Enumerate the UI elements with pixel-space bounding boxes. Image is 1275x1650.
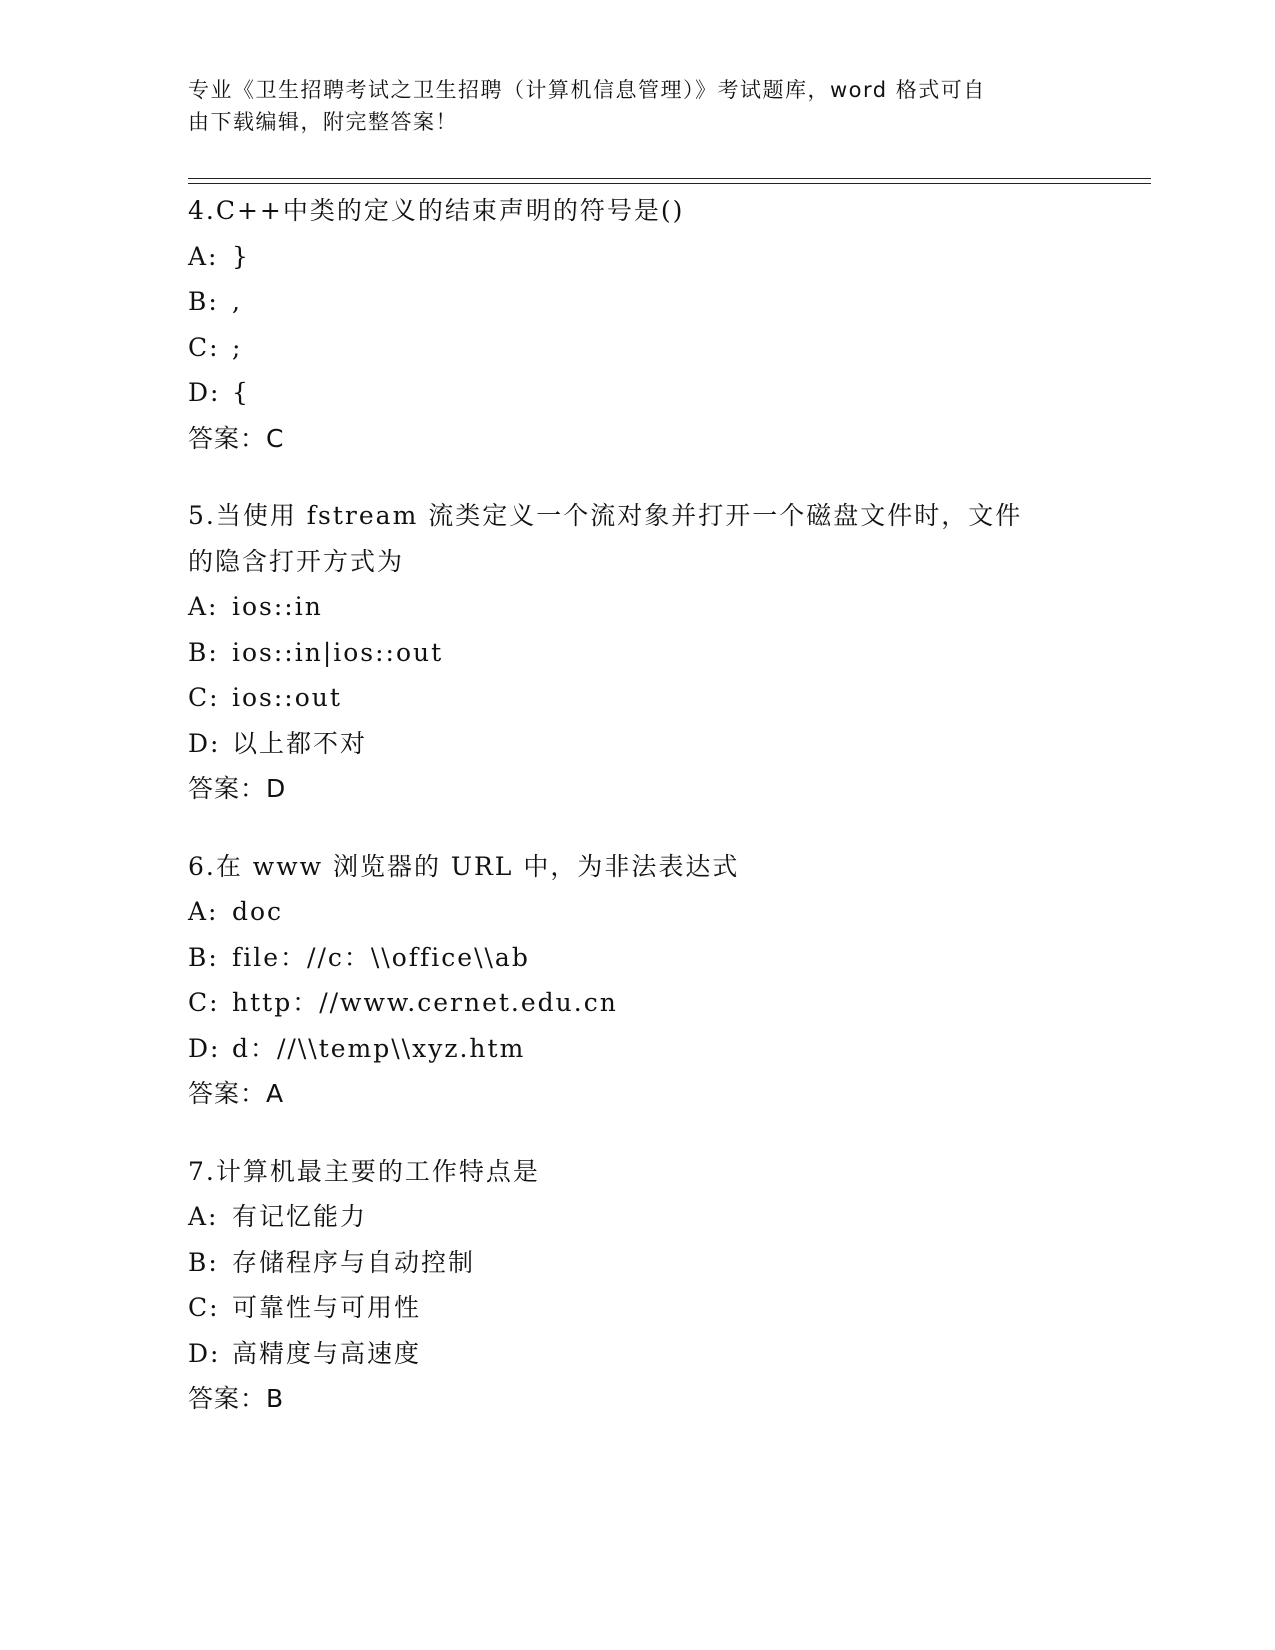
question-list — [188, 188, 1088, 1454]
option-key: C: — [188, 1293, 220, 1322]
option-c — [188, 980, 1088, 1026]
option-text: file：//c：\\office\\ab — [232, 942, 530, 972]
header-line-1: 专业《卫生招聘考试之卫生招聘（计算机信息管理）》考试题库，word 格式可自 — [188, 78, 986, 102]
question-stem: 4.C++中类的定义的结束声明的符号是() — [188, 196, 685, 225]
option-text: ios::in|ios::out — [232, 637, 444, 667]
option-b — [188, 279, 1088, 325]
option-key: A: — [188, 897, 219, 926]
option-text: 有记忆能力 — [232, 1202, 368, 1231]
option-a — [188, 1194, 1088, 1240]
document-header — [188, 74, 1068, 138]
question-stem: 7.计算机最主要的工作特点是 — [188, 1156, 540, 1186]
option-key: B: — [188, 287, 219, 316]
option-text: 可靠性与可用性 — [232, 1293, 422, 1322]
option-b — [188, 935, 1088, 981]
option-text: 存储程序与自动控制 — [232, 1247, 476, 1277]
question-5 — [188, 493, 1088, 812]
question-stem: 6.在 www 浏览器的 URL 中，为非法表达式 — [188, 851, 740, 881]
header-divider-bottom — [188, 183, 1151, 184]
option-d — [188, 370, 1088, 416]
option-text: ios::out — [232, 683, 342, 712]
header-divider-top — [188, 178, 1151, 179]
option-key: D: — [188, 728, 221, 758]
option-key: D: — [188, 378, 221, 407]
option-text: http：//www.cernet.edu.cn — [232, 988, 618, 1017]
option-text: } — [232, 241, 250, 271]
option-text: doc — [232, 897, 284, 926]
option-b — [188, 1240, 1088, 1286]
option-key: B: — [188, 637, 219, 667]
answer-label: 答案：C — [188, 423, 285, 453]
option-key: D: — [188, 1338, 221, 1368]
option-d — [188, 1026, 1088, 1072]
answer-label: 答案：B — [188, 1384, 285, 1413]
option-a — [188, 234, 1088, 280]
option-key: B: — [188, 942, 219, 972]
option-text: 以上都不对 — [232, 728, 368, 758]
option-text: d：//\\temp\\xyz.htm — [232, 1033, 526, 1063]
option-d — [188, 721, 1088, 767]
answer-label: 答案：A — [188, 1079, 285, 1108]
option-key: D: — [188, 1033, 221, 1063]
option-a — [188, 584, 1088, 630]
option-key: C: — [188, 332, 220, 362]
question-stem-line-2: 的隐含打开方式为 — [188, 546, 405, 576]
question-stem-line-1: 5.当使用 fstream 流类定义一个流对象并打开一个磁盘文件时，文件 — [188, 501, 1023, 530]
option-text: { — [232, 378, 250, 407]
option-text: ios::in — [232, 592, 323, 621]
option-b — [188, 630, 1088, 676]
option-key: A: — [188, 241, 219, 271]
option-key: A: — [188, 1202, 219, 1231]
option-key: A: — [188, 592, 219, 621]
option-c — [188, 1285, 1088, 1331]
option-c — [188, 675, 1088, 721]
option-key: B: — [188, 1247, 219, 1277]
question-7 — [188, 1149, 1088, 1422]
question-6 — [188, 844, 1088, 1117]
option-d — [188, 1331, 1088, 1377]
question-4 — [188, 188, 1088, 461]
option-key: C: — [188, 988, 220, 1017]
option-key: C: — [188, 683, 220, 712]
option-a — [188, 889, 1088, 935]
answer-label: 答案：D — [188, 774, 287, 803]
option-text: 高精度与高速度 — [232, 1338, 422, 1368]
option-text: ; — [232, 332, 243, 362]
option-text: , — [232, 287, 242, 316]
option-c — [188, 325, 1088, 371]
header-line-2: 由下载编辑，附完整答案！ — [188, 110, 458, 134]
